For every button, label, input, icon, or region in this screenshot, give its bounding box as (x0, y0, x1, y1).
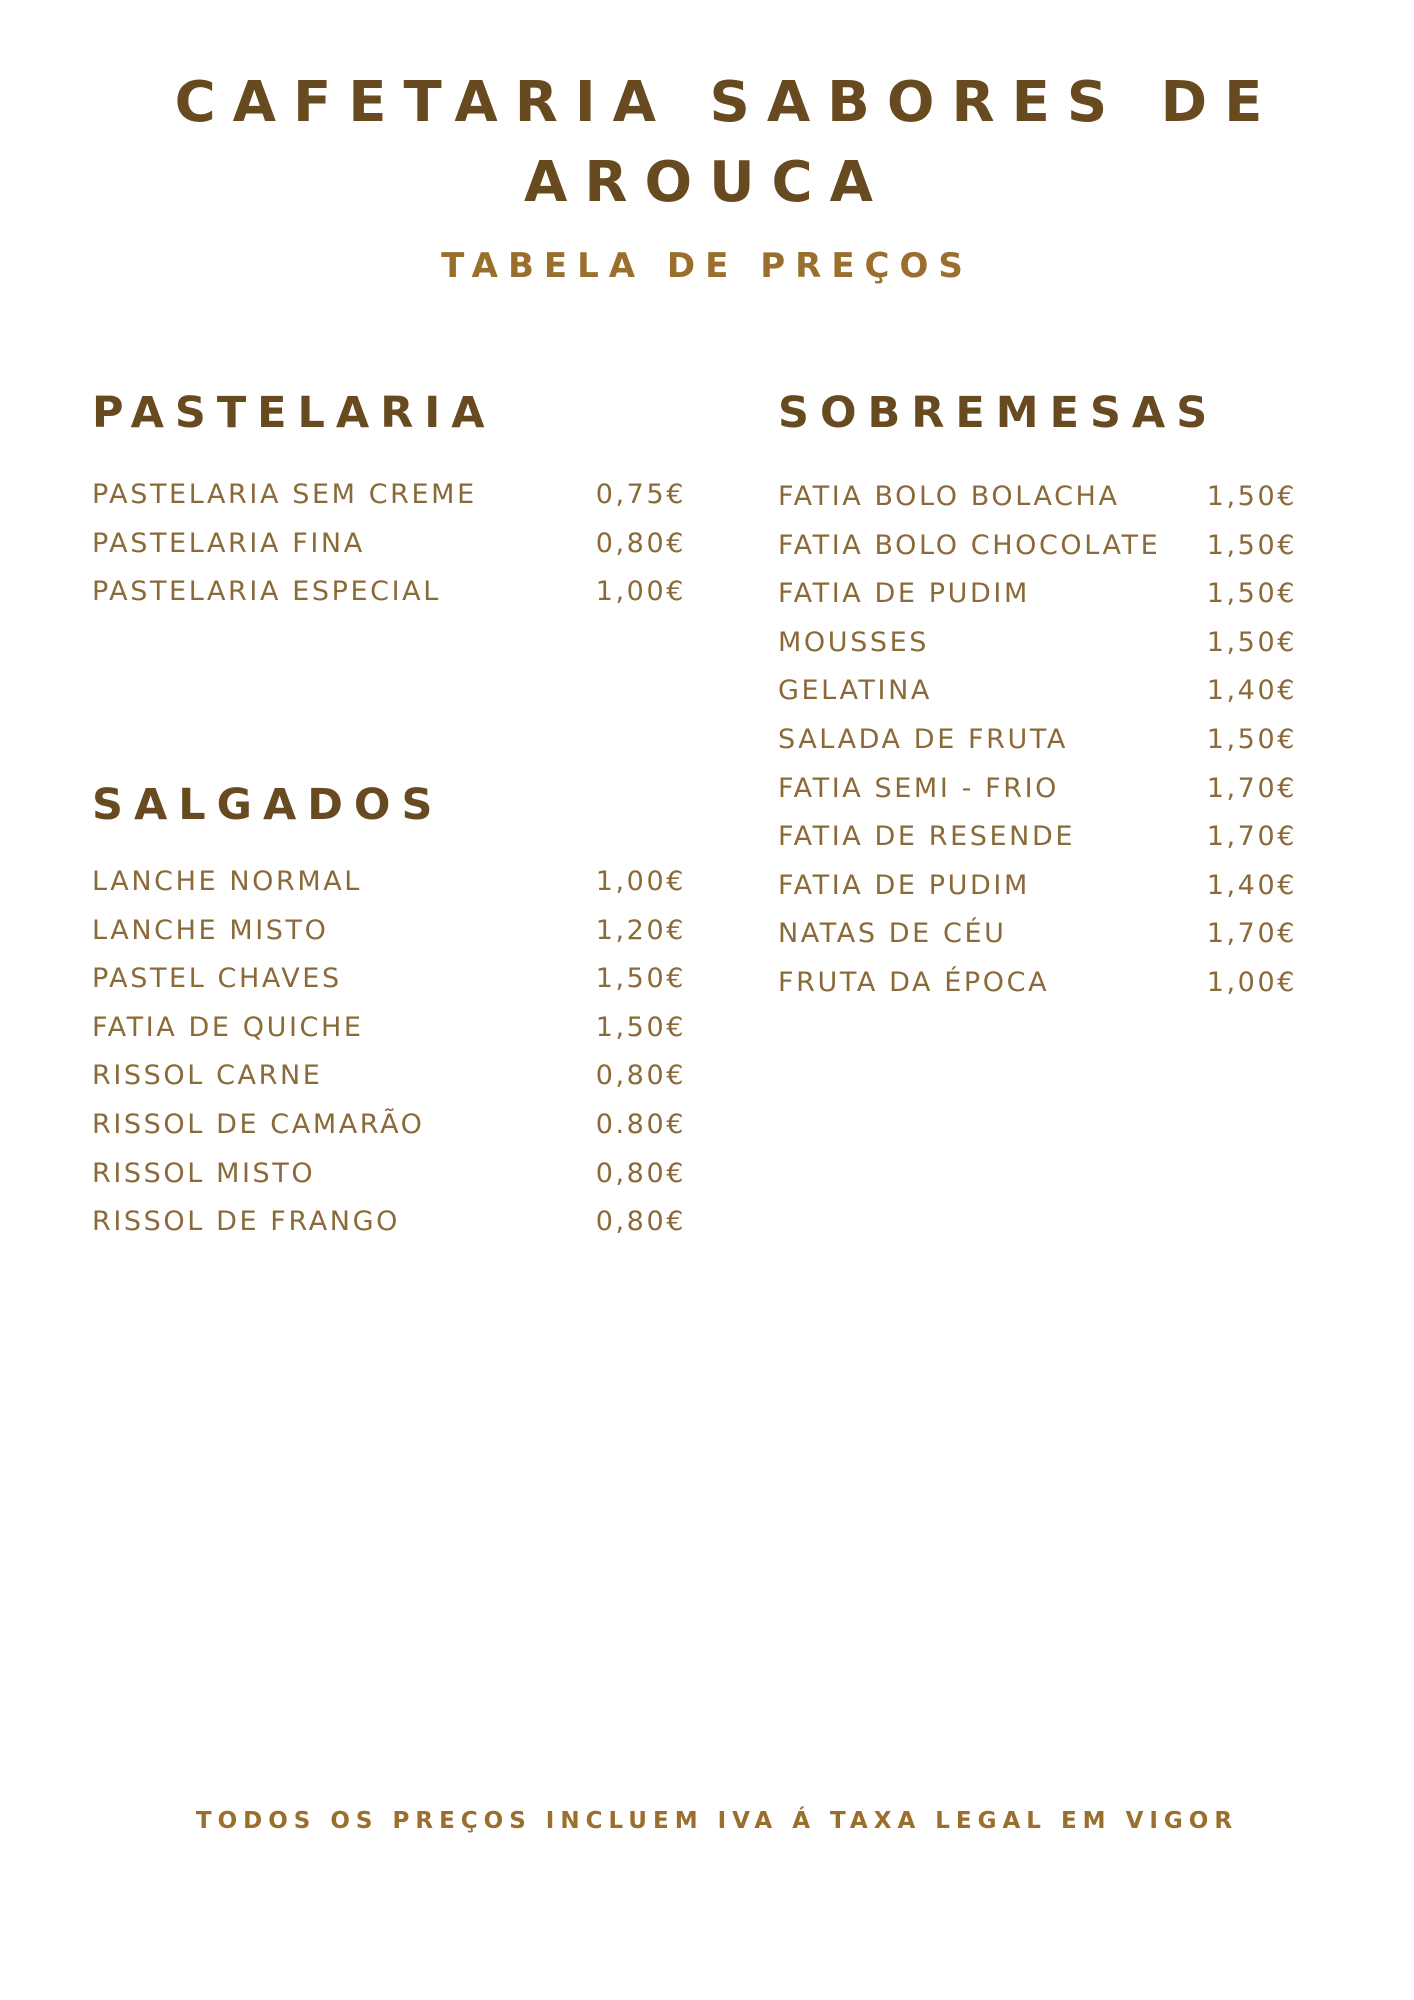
menu-item-price: 1,50€ (595, 963, 686, 995)
menu-item-price: 0,80€ (595, 1157, 686, 1189)
menu-item-price: 0,80€ (595, 527, 686, 559)
menu-item-name: SALADA DE FRUTA (778, 723, 1068, 755)
menu-item-price: 1,70€ (1206, 918, 1297, 950)
menu-item-name: GELATINA (778, 675, 932, 707)
menu-item (778, 821, 1297, 870)
menu-item (92, 528, 686, 577)
menu-item (92, 576, 686, 625)
menu-item (778, 724, 1297, 773)
menu-item-price: 1,20€ (595, 914, 686, 946)
price-table-subtitle: TABELA DE PREÇOS (441, 246, 973, 286)
menu-item-name: FATIA BOLO BOLACHA (778, 481, 1120, 512)
menu-item-price: 1,00€ (595, 576, 686, 608)
menu-item-price: 0,75€ (595, 479, 686, 510)
menu-item (92, 1158, 686, 1207)
menu-item-price: 1,40€ (1206, 675, 1297, 707)
menu-item (778, 870, 1297, 919)
menu-item-name: RISSOL DE CAMARÃO (92, 1108, 425, 1140)
menu-item-name: FATIA DE QUICHE (92, 1011, 364, 1043)
menu-item-name: FATIA DE PUDIM (778, 578, 1030, 610)
menu-item (778, 918, 1297, 967)
menu-item-price: 1,40€ (1206, 869, 1297, 901)
menu-item-name: LANCHE NORMAL (92, 866, 362, 897)
menu-item-price: 1,00€ (595, 866, 686, 897)
menu-item-name: PASTELARIA SEM CREME (92, 479, 477, 510)
vat-notice: TODOS OS PREÇOS INCLUEM IVA Á TAXA LEGAL EM VIGOR (195, 1808, 1239, 1834)
menu-item-name: FATIA BOLO CHOCOLATE (778, 529, 1161, 561)
menu-item-price: 1,70€ (1206, 772, 1297, 804)
menu-item-price: 1,50€ (1206, 481, 1297, 512)
menu-item-price: 1,50€ (1206, 578, 1297, 610)
menu-item (778, 627, 1297, 676)
menu-item (778, 530, 1297, 579)
menu-item (92, 1012, 686, 1061)
menu-item-price: 1,50€ (1206, 529, 1297, 561)
menu-item-price: 0,80€ (595, 1206, 686, 1238)
section-heading-sobremesas: SOBREMESAS (778, 388, 1219, 438)
menu-item-name: NATAS DE CÉU (778, 918, 1007, 950)
menu-item-name: PASTELARIA FINA (92, 527, 365, 559)
salgados-list (92, 866, 686, 1255)
menu-item-name: FATIA DE RESENDE (778, 821, 1076, 853)
menu-item-price: 1,50€ (595, 1011, 686, 1043)
menu-item (778, 578, 1297, 627)
menu-item-price: 1,00€ (1206, 966, 1297, 998)
menu-item-name: RISSOL CARNE (92, 1060, 323, 1092)
menu-item-name: FATIA DE PUDIM (778, 869, 1030, 901)
menu-item-price: 0,80€ (595, 1060, 686, 1092)
menu-item-name: RISSOL MISTO (92, 1157, 316, 1189)
menu-item (92, 1109, 686, 1158)
menu-item (778, 773, 1297, 822)
cafe-title-line1: CAFETARIA SABORES DE (174, 70, 1280, 135)
cafe-title-line2: AROUCA (524, 150, 890, 215)
menu-item (92, 915, 686, 964)
sobremesas-list (778, 481, 1297, 1016)
menu-item (778, 967, 1297, 1016)
menu-item-name: PASTEL CHAVES (92, 963, 342, 995)
menu-item-name: FRUTA DA ÉPOCA (778, 966, 1050, 998)
menu-item-price: 1,70€ (1206, 821, 1297, 853)
menu-item (92, 866, 686, 915)
menu-item (92, 479, 686, 528)
menu-item (778, 481, 1297, 530)
menu-item (92, 963, 686, 1012)
menu-item (778, 675, 1297, 724)
menu-item-name: FATIA SEMI - FRIO (778, 772, 1060, 804)
menu-item-name: RISSOL DE FRANGO (92, 1206, 400, 1238)
section-heading-salgados: SALGADOS (92, 780, 444, 830)
menu-item-price: 0.80€ (595, 1108, 686, 1140)
menu-item-price: 1,50€ (1206, 626, 1297, 658)
pastelaria-list (92, 479, 686, 625)
menu-item (92, 1060, 686, 1109)
menu-item-name: MOUSSES (778, 626, 929, 658)
menu-item (92, 1206, 686, 1255)
menu-item-name: LANCHE MISTO (92, 914, 329, 946)
menu-item-name: PASTELARIA ESPECIAL (92, 576, 441, 608)
menu-item-price: 1,50€ (1206, 723, 1297, 755)
section-heading-pastelaria: PASTELARIA (92, 388, 496, 438)
